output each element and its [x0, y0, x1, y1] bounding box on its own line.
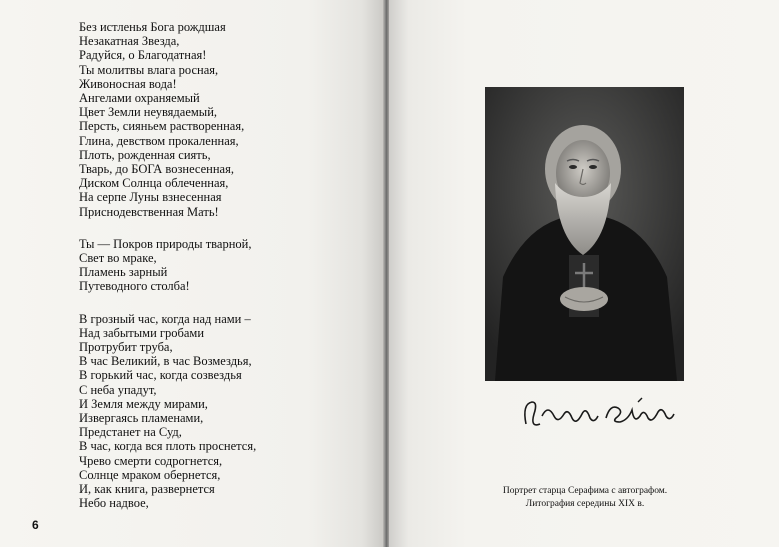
stanza-3 [79, 312, 379, 511]
autograph-signature [520, 394, 678, 438]
poem-line: Небо надвое, [79, 496, 149, 511]
poem-line: В горький час, когда созвездья [79, 368, 242, 383]
stanza-2 [79, 237, 379, 294]
poem-line: Тварь, до БОГА вознесенная, [79, 162, 234, 177]
poem-line: На серпе Луны взнесенная [79, 190, 222, 205]
poem-line: В час Великий, в час Возмездья, [79, 354, 252, 369]
poem-line: Предстанет на Суд, [79, 425, 182, 440]
portrait-caption [470, 485, 700, 510]
poem-line: Путеводного столба! [79, 279, 190, 294]
poem-line: С неба упадут, [79, 382, 157, 397]
poem-line: Солнце мраком обернется, [79, 467, 221, 482]
poem-line: Свет во мраке, [79, 251, 157, 266]
poem-line: Диском Солнца облеченная, [79, 176, 229, 191]
left-page [0, 0, 385, 547]
poem-line: Радуйся, о Благодатная! [79, 48, 207, 63]
portrait-image [485, 87, 684, 381]
poem-line: Незакатная Звезда, [79, 34, 180, 49]
poem-text [79, 20, 379, 529]
poem-line: Без истленья Бога рождшая [79, 20, 226, 34]
page-number: 6 [32, 518, 39, 532]
poem-line: Ты — Покров природы тварной, [79, 236, 252, 251]
poem-line: Извергаясь пламенами, [79, 411, 204, 426]
poem-line: Приснодевственная Мать! [79, 204, 219, 219]
poem-line: Цвет Земли неувядаемый, [79, 105, 218, 120]
poem-line: В час, когда вся плоть проснется, [79, 439, 257, 454]
poem-line: Ты молитвы влага росная, [79, 62, 219, 77]
poem-line: Глина, девством прокаленная, [79, 133, 239, 148]
caption-line: Портрет старца Серафима с автографом. [502, 486, 668, 496]
poem-line: Плоть, рожденная сиять, [79, 147, 211, 162]
poem-line: Персть, сияньем растворенная, [79, 119, 245, 134]
caption-line: Литография середины XIX в. [525, 498, 645, 509]
poem-line: Пламень зарный [79, 265, 168, 280]
poem-line: Ангелами охраняемый [79, 91, 200, 106]
poem-line: Над забытыми гробами [79, 325, 205, 340]
poem-line: И Земля между мирами, [79, 396, 208, 411]
poem-line: И, как книга, развернется [79, 482, 215, 497]
poem-line: Чрево смерти содрогнется, [79, 453, 223, 468]
poem-line: Протрубит труба, [79, 340, 173, 355]
poem-line: Живоносная вода! [79, 76, 177, 91]
poem-line: В грозный час, когда над нами – [79, 311, 251, 326]
stanza-1 [79, 20, 379, 219]
